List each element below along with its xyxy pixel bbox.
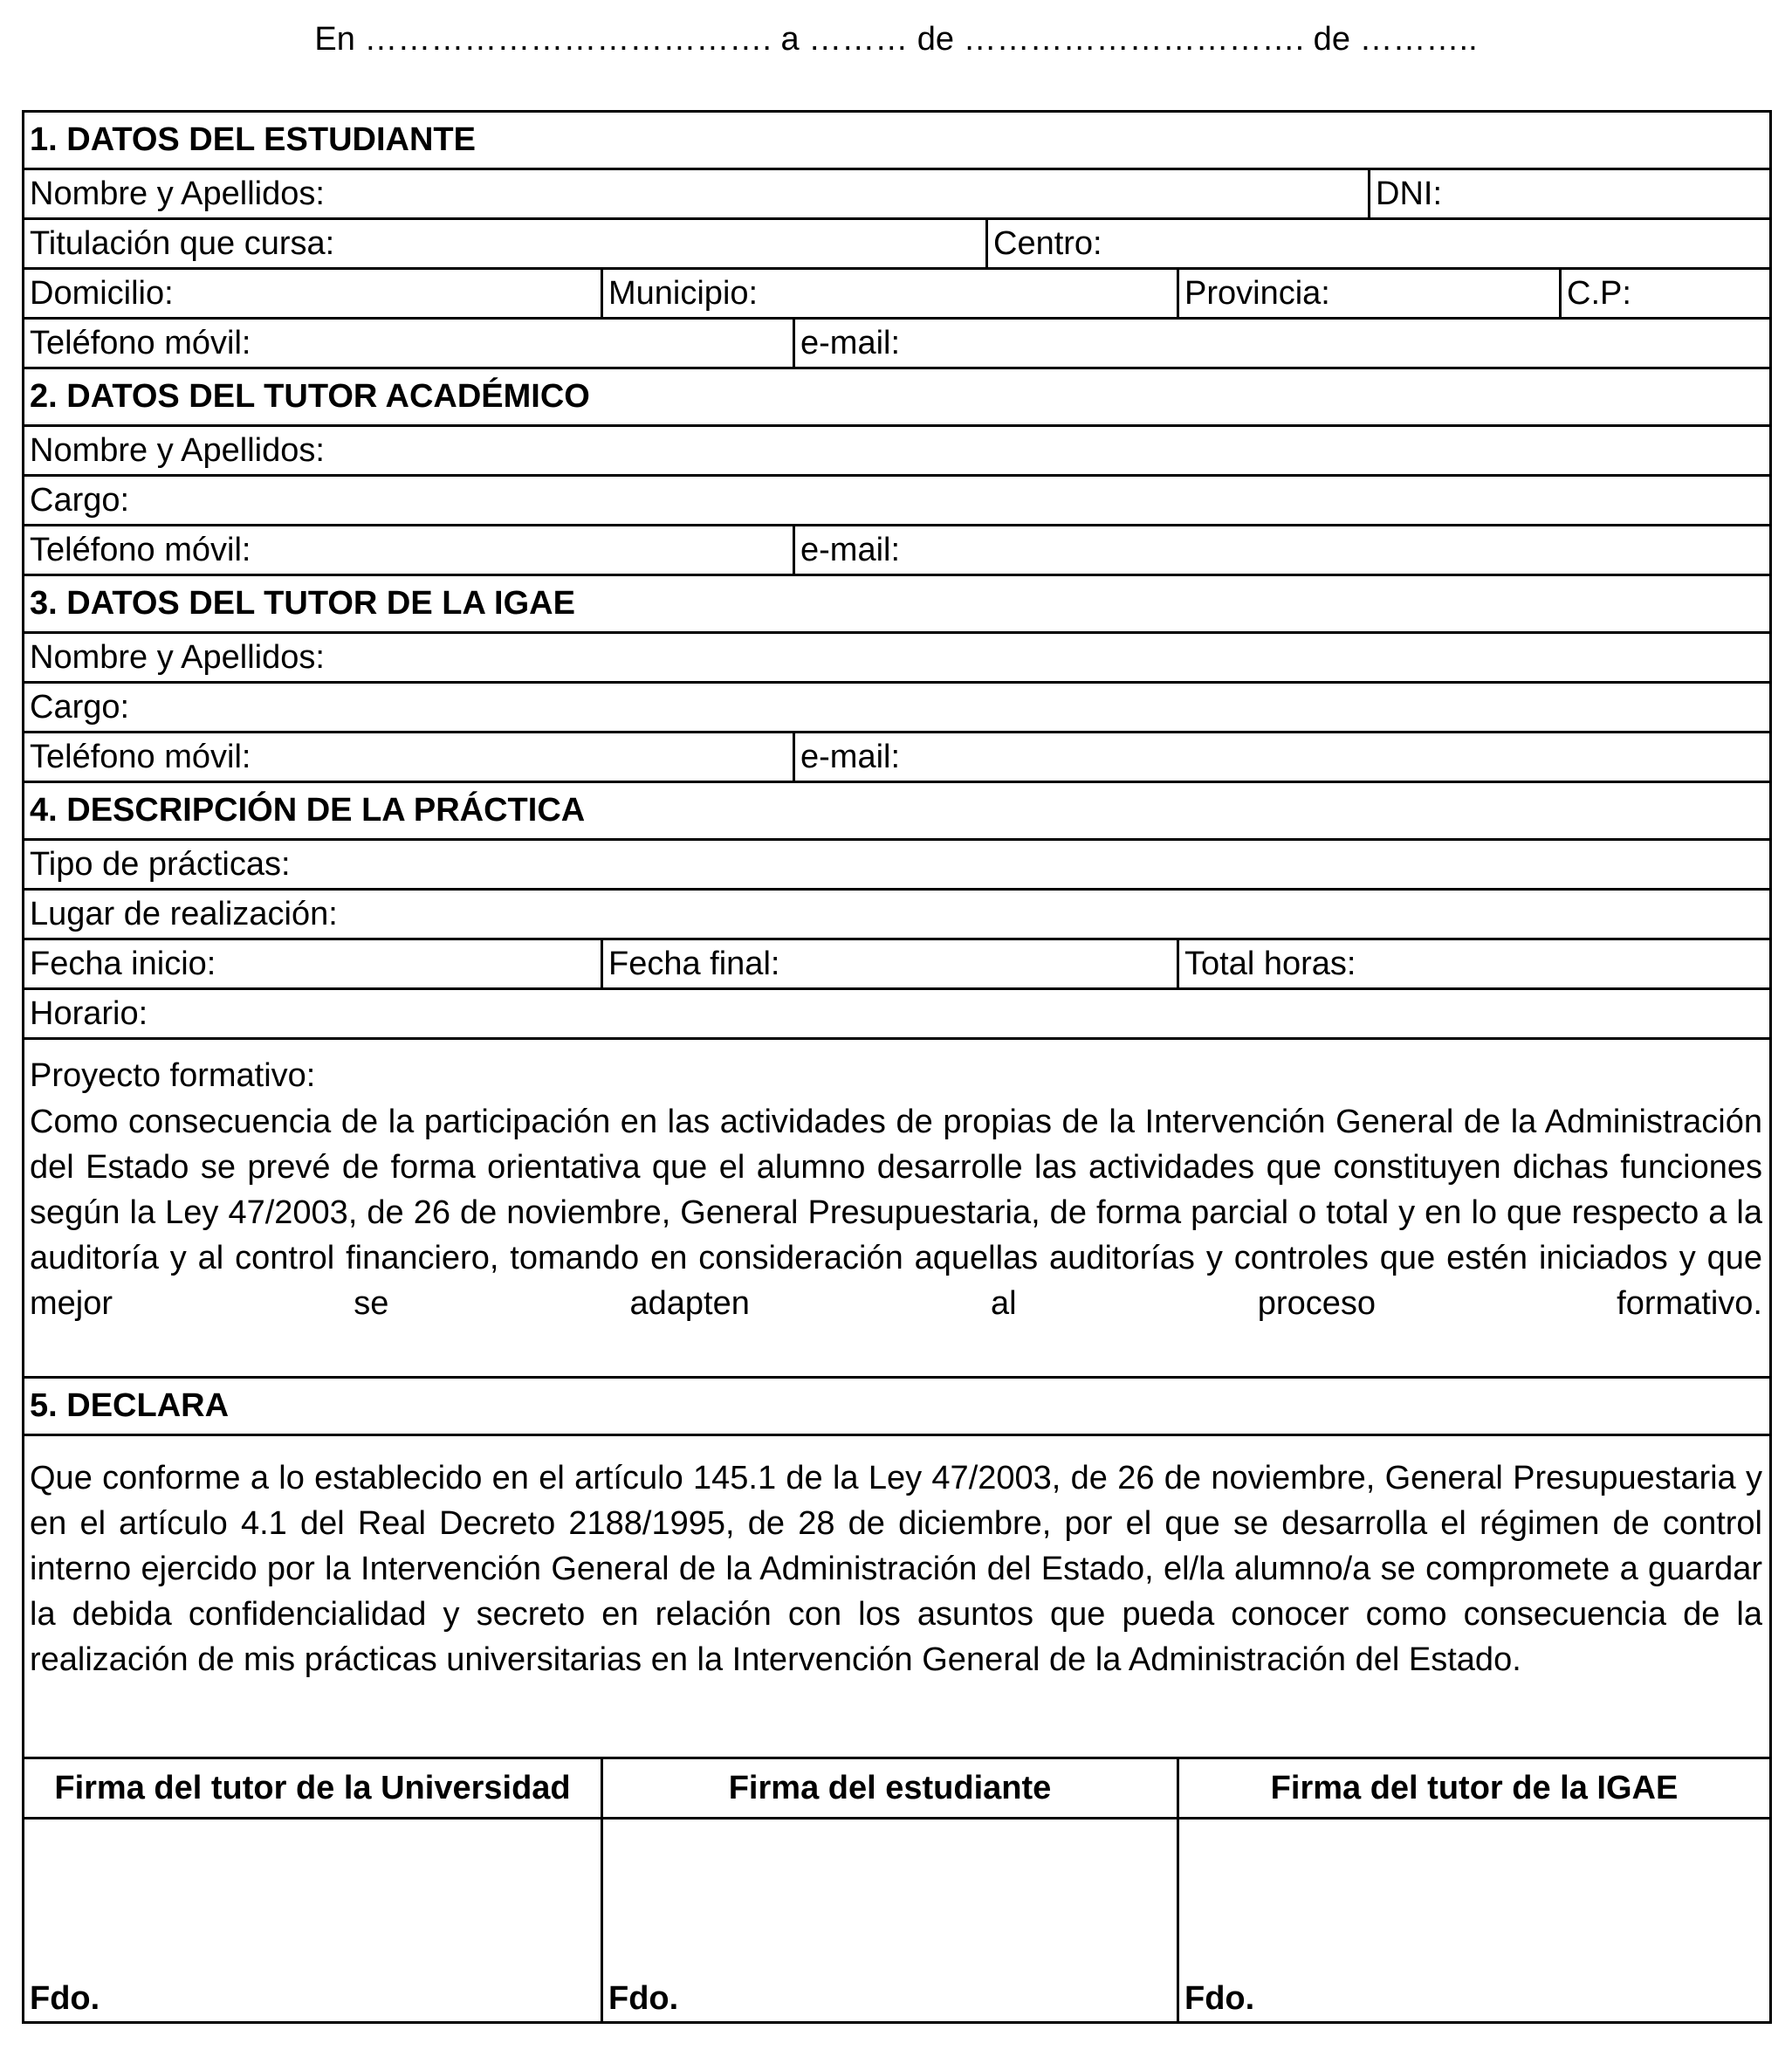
training-project-label: Proyecto formativo: (30, 1057, 316, 1094)
student-degree-row (24, 220, 1769, 270)
student-phone-field[interactable]: Teléfono móvil: (30, 324, 251, 361)
date-line: En ………………………………. a ……… de …………………………. de ……….. (314, 21, 1478, 58)
section-4-title: 4. DESCRIPCIÓN DE LA PRÁCTICA (30, 792, 586, 829)
schedule-row (24, 990, 1769, 1040)
student-municipality-field[interactable]: Municipio: (601, 270, 1177, 317)
igae-tutor-name-field[interactable]: Nombre y Apellidos: (30, 638, 325, 676)
student-address-row (24, 270, 1769, 320)
start-date-field[interactable]: Fecha inicio: (30, 945, 216, 982)
academic-tutor-contact-row (24, 526, 1769, 576)
student-center-field[interactable]: Centro: (985, 220, 1769, 267)
student-address-field[interactable]: Domicilio: (30, 274, 174, 312)
section-2-header (24, 369, 1769, 427)
university-tutor-signature-box[interactable]: Fdo. (30, 1980, 100, 2017)
igae-tutor-email-field[interactable]: e-mail: (793, 733, 1769, 781)
practice-location-row (24, 891, 1769, 940)
training-project-row (24, 1040, 1769, 1379)
practice-type-row (24, 841, 1769, 891)
academic-tutor-email-field[interactable]: e-mail: (793, 526, 1769, 574)
student-name-row (24, 170, 1769, 220)
igae-tutor-position-field[interactable]: Cargo: (30, 688, 130, 726)
academic-tutor-name-field[interactable]: Nombre y Apellidos: (30, 431, 325, 469)
academic-tutor-phone-field[interactable]: Teléfono móvil: (30, 531, 251, 568)
signature-header-row (24, 1759, 1769, 1820)
igae-tutor-name-row (24, 634, 1769, 684)
section-5-header (24, 1379, 1769, 1436)
igae-tutor-signature-box[interactable]: Fdo. (1177, 1820, 1769, 2021)
declaration-block (24, 1436, 1769, 1757)
signature-box-row (24, 1820, 1769, 2021)
student-province-field[interactable]: Provincia: (1177, 270, 1559, 317)
section-2-title: 2. DATOS DEL TUTOR ACADÉMICO (30, 378, 590, 415)
practice-type-field[interactable]: Tipo de prácticas: (30, 845, 291, 883)
declaration-row (24, 1436, 1769, 1759)
student-name-field[interactable]: Nombre y Apellidos: (30, 175, 325, 212)
student-degree-field[interactable]: Titulación que cursa: (30, 224, 335, 262)
academic-tutor-name-row (24, 427, 1769, 477)
student-signature-box[interactable]: Fdo. (601, 1820, 1177, 2021)
student-signature-label: Firma del estudiante (601, 1759, 1177, 1817)
training-project-text: Como consecuencia de la participación en las actividades de propias de la Intervención General de la Administración del Estado se prevé de forma orientativa que el alumno desarrolle las actividades que constituyen dichas funciones según la Ley 47/2003, de 26 de noviembre, General Presupuestaria, de forma parcial o total y en lo que respecto a la auditoría y al control financiero, tomando en consideración aquellas auditorías y controles que estén iniciados y que mejor se adapten al proceso formativo. (30, 1104, 1762, 1322)
academic-tutor-position-field[interactable]: Cargo: (30, 481, 130, 519)
igae-tutor-phone-field[interactable]: Teléfono móvil: (30, 738, 251, 775)
section-4-header (24, 783, 1769, 841)
practice-dates-row (24, 940, 1769, 990)
end-date-field[interactable]: Fecha final: (601, 940, 1177, 987)
section-5-title: 5. DECLARA (30, 1387, 230, 1424)
section-1-title: 1. DATOS DEL ESTUDIANTE (30, 121, 476, 158)
section-3-header (24, 576, 1769, 634)
igae-tutor-contact-row (24, 733, 1769, 783)
practice-location-field[interactable]: Lugar de realización: (30, 895, 338, 932)
declaration-text: Que conforme a lo establecido en el artículo 145.1 de la Ley 47/2003, de 26 de noviembre, General Presupuestaria y en el artículo 4.1 del Real Decreto 2188/1995, de 28 de diciembre, por el que se desarrolla el régimen de control interno ejercido por la Intervención General de la Administración del Estado, el/la alumno/a se compromete a guardar la debida confidencialidad y secreto en relación con los asuntos que pueda conocer como consecuencia de la realización de mis prácticas universitarias en la Intervención General de la Administración del Estado. (30, 1460, 1762, 1678)
student-postal-code-field[interactable]: C.P: (1559, 270, 1769, 317)
student-contact-row (24, 320, 1769, 369)
student-email-field[interactable]: e-mail: (793, 320, 1769, 367)
schedule-field[interactable]: Horario: (30, 994, 148, 1032)
training-project-block (24, 1040, 1769, 1376)
university-tutor-signature-label: Firma del tutor de la Universidad (54, 1769, 571, 1806)
igae-tutor-position-row (24, 684, 1769, 733)
section-3-title: 3. DATOS DEL TUTOR DE LA IGAE (30, 585, 575, 622)
student-dni-field[interactable]: DNI: (1368, 170, 1769, 217)
igae-tutor-signature-label: Firma del tutor de la IGAE (1177, 1759, 1769, 1817)
internship-form (22, 110, 1772, 2024)
section-1-header (24, 113, 1769, 170)
academic-tutor-position-row (24, 477, 1769, 526)
total-hours-field[interactable]: Total horas: (1177, 940, 1769, 987)
